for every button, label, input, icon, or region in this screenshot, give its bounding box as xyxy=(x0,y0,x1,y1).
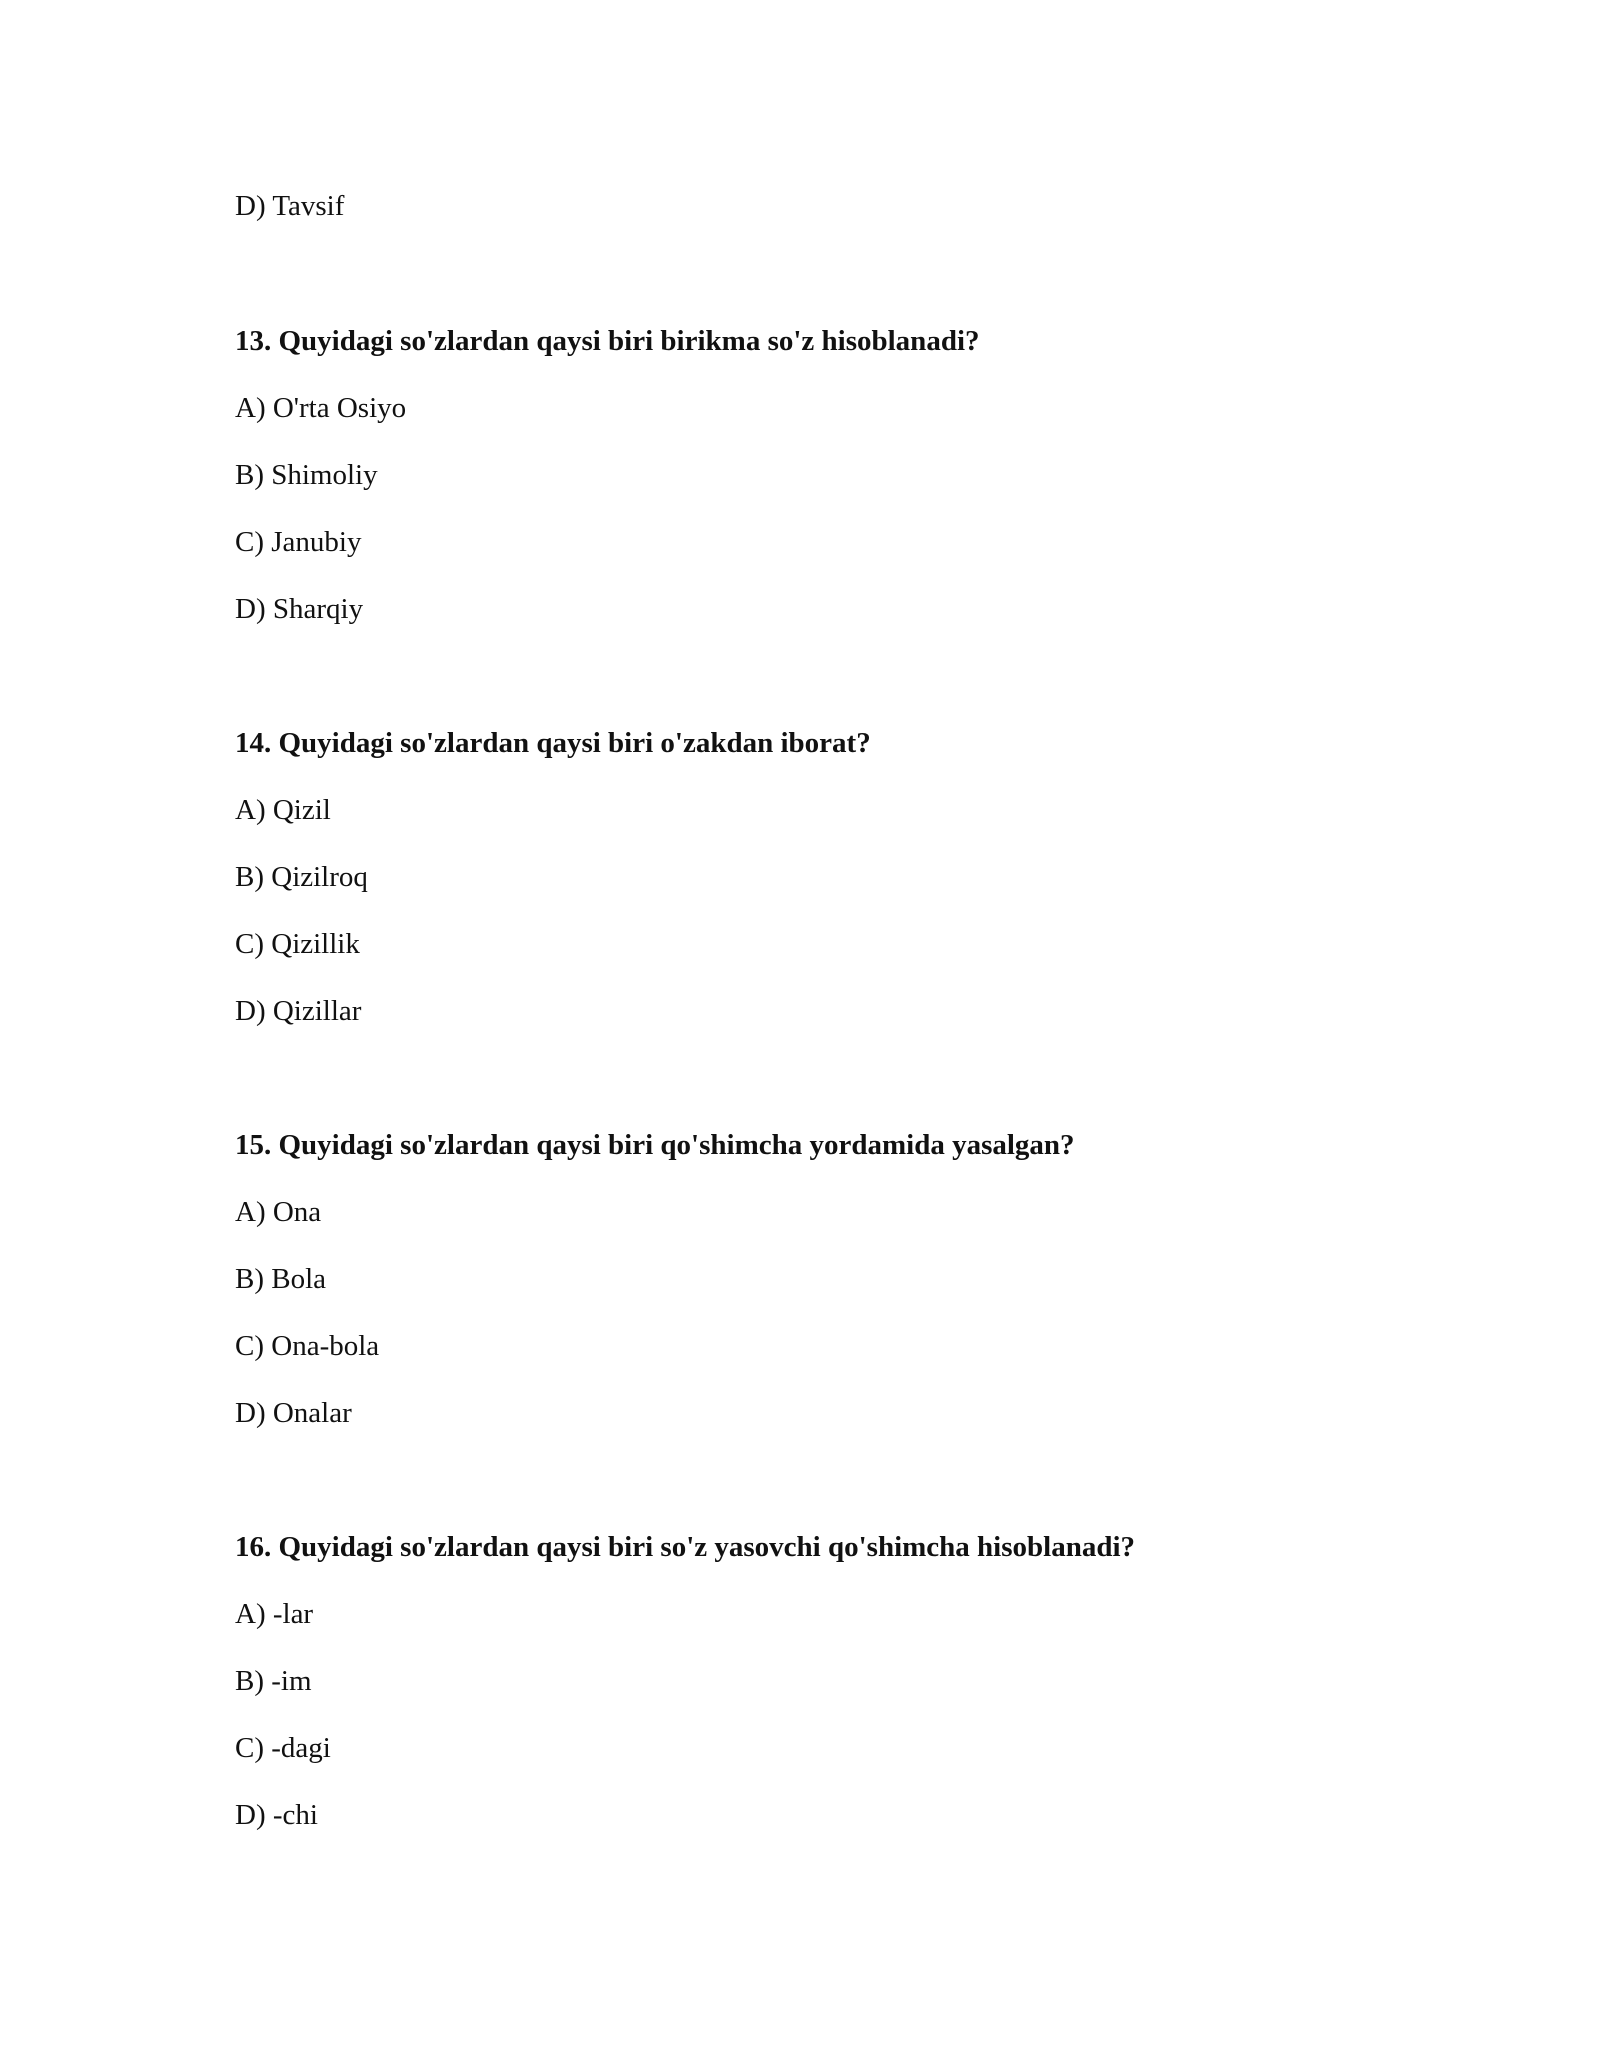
question-13-option-d: D) Sharqiy xyxy=(235,593,364,625)
question-16-option-a: A) -lar xyxy=(235,1598,314,1630)
question-15-option-c: C) Ona-bola xyxy=(235,1330,380,1362)
question-14-option-c: C) Qizillik xyxy=(235,928,360,960)
question-13-option-a: A) O'rta Osiyo xyxy=(235,392,407,424)
question-14-text: 14. Quyidagi so'zlardan qaysi biri o'zakdan iborat? xyxy=(235,727,871,759)
question-14-option-a: A) Qizil xyxy=(235,794,331,826)
question-15-option-a: A) Ona xyxy=(235,1196,322,1228)
question-13-option-b: B) Shimoliy xyxy=(235,459,378,491)
question-16-option-b: B) -im xyxy=(235,1665,312,1697)
question-15-option-b: B) Bola xyxy=(235,1263,327,1295)
question-16-option-c: C) -dagi xyxy=(235,1732,331,1764)
question-16-text: 16. Quyidagi so'zlardan qaysi biri so'z yasovchi qo'shimcha hisoblanadi? xyxy=(235,1531,1136,1563)
option-d-carryover: D) Tavsif xyxy=(235,190,345,222)
question-16-option-d: D) -chi xyxy=(235,1799,318,1831)
question-15-option-d: D) Onalar xyxy=(235,1397,352,1429)
question-13-option-c: C) Janubiy xyxy=(235,526,362,558)
question-13-text: 13. Quyidagi so'zlardan qaysi biri birikma so'z hisoblanadi? xyxy=(235,325,980,357)
question-14-option-d: D) Qizillar xyxy=(235,995,362,1027)
question-14-option-b: B) Qizilroq xyxy=(235,861,368,893)
question-15-text: 15. Quyidagi so'zlardan qaysi biri qo'shimcha yordamida yasalgan? xyxy=(235,1129,1075,1161)
